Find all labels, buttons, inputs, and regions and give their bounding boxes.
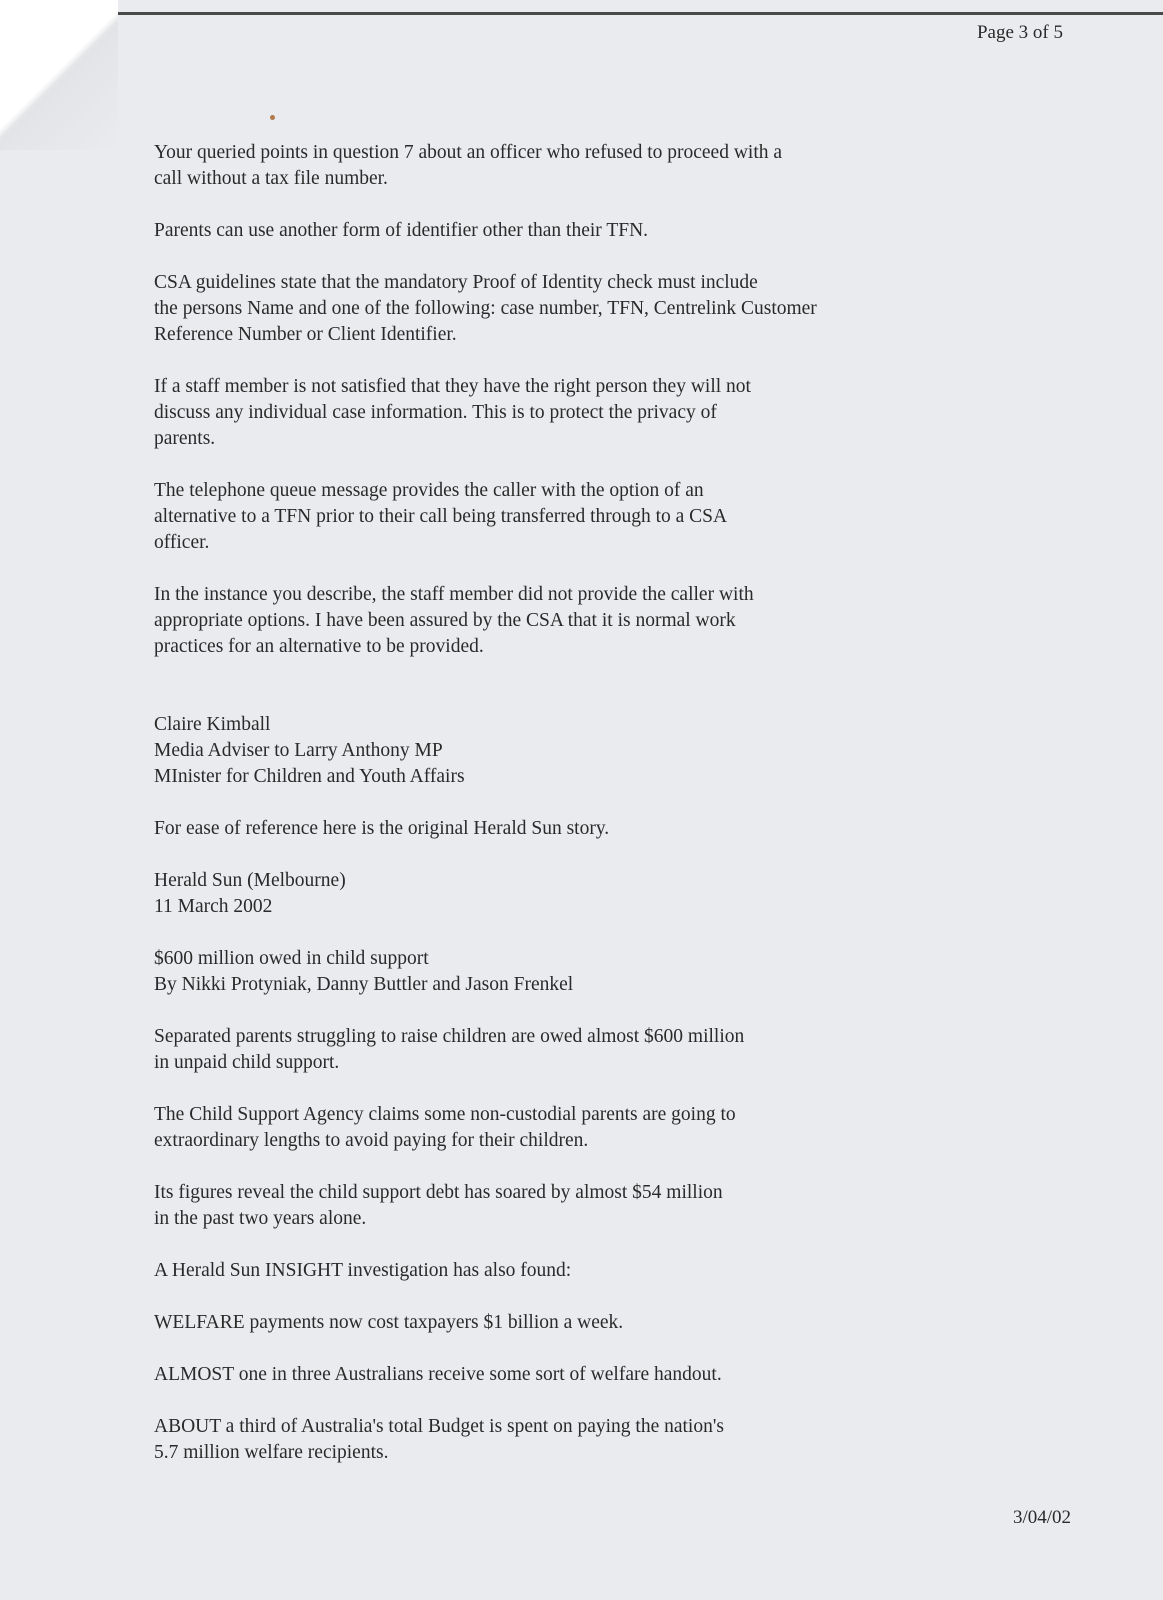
letter-paragraph: If a staff member is not satisfied that they have the right person they will not discuss any individual case information. This is to protect the privacy of parents. <box>154 376 751 449</box>
signature-block <box>154 712 954 790</box>
article-paragraph: A Herald Sun INSIGHT investigation has also found: <box>154 1260 572 1281</box>
letter-paragraph: Parents can use another form of identifier other than their TFN. <box>154 220 649 241</box>
letter-paragraph: In the instance you describe, the staff member did not provide the caller with appropriate options. I have been assured by the CSA that it is normal work practices for an alternative to be provided. <box>154 584 754 657</box>
article-paragraph: ABOUT a third of Australia's total Budget is spent on paying the nation's 5.7 million welfare recipients. <box>154 1416 724 1463</box>
letter-paragraph: CSA guidelines state that the mandatory Proof of Identity check must include the persons Name and one of the following: case number, TFN, Centrelink Customer Reference Number or Client Identifier. <box>154 272 817 345</box>
article-paragraph: WELFARE payments now cost taxpayers $1 billion a week. <box>154 1312 624 1333</box>
letter-paragraph: The telephone queue message provides the caller with the option of an alternative to a TFN prior to their call being transferred through to a CSA officer. <box>154 480 728 553</box>
signature-title: Media Adviser to Larry Anthony MP <box>154 740 443 761</box>
reference-note: For ease of reference here is the original Herald Sun story. <box>154 818 610 839</box>
document-body <box>154 140 954 1466</box>
article-source: Herald Sun (Melbourne) <box>154 870 346 891</box>
article-paragraph: ALMOST one in three Australians receive some sort of welfare handout. <box>154 1364 722 1385</box>
scan-corner-fold <box>0 0 118 150</box>
page-number: Page 3 of 5 <box>976 22 1063 43</box>
signature-ministry: MInister for Children and Youth Affairs <box>154 766 465 787</box>
article-paragraph: The Child Support Agency claims some non-custodial parents are going to extraordinary lengths to avoid paying for their children. <box>154 1104 736 1151</box>
article-byline: By Nikki Protyniak, Danny Buttler and Jason Frenkel <box>154 974 574 995</box>
article-meta <box>154 868 954 920</box>
article-paragraph: Separated parents struggling to raise children are owed almost $600 million in unpaid child support. <box>154 1026 745 1073</box>
ink-speck <box>270 115 275 120</box>
article-date: 11 March 2002 <box>154 896 273 917</box>
article-heading <box>154 946 954 998</box>
footer-date: 3/04/02 <box>1012 1507 1071 1528</box>
article-headline: $600 million owed in child support <box>154 948 429 969</box>
letter-paragraph: Your queried points in question 7 about an officer who refused to proceed with a call without a tax file number. <box>154 142 783 189</box>
scan-edge-line <box>118 12 1163 15</box>
article-paragraph: Its figures reveal the child support debt has soared by almost $54 million in the past two years alone. <box>154 1182 723 1229</box>
signature-name: Claire Kimball <box>154 714 271 735</box>
